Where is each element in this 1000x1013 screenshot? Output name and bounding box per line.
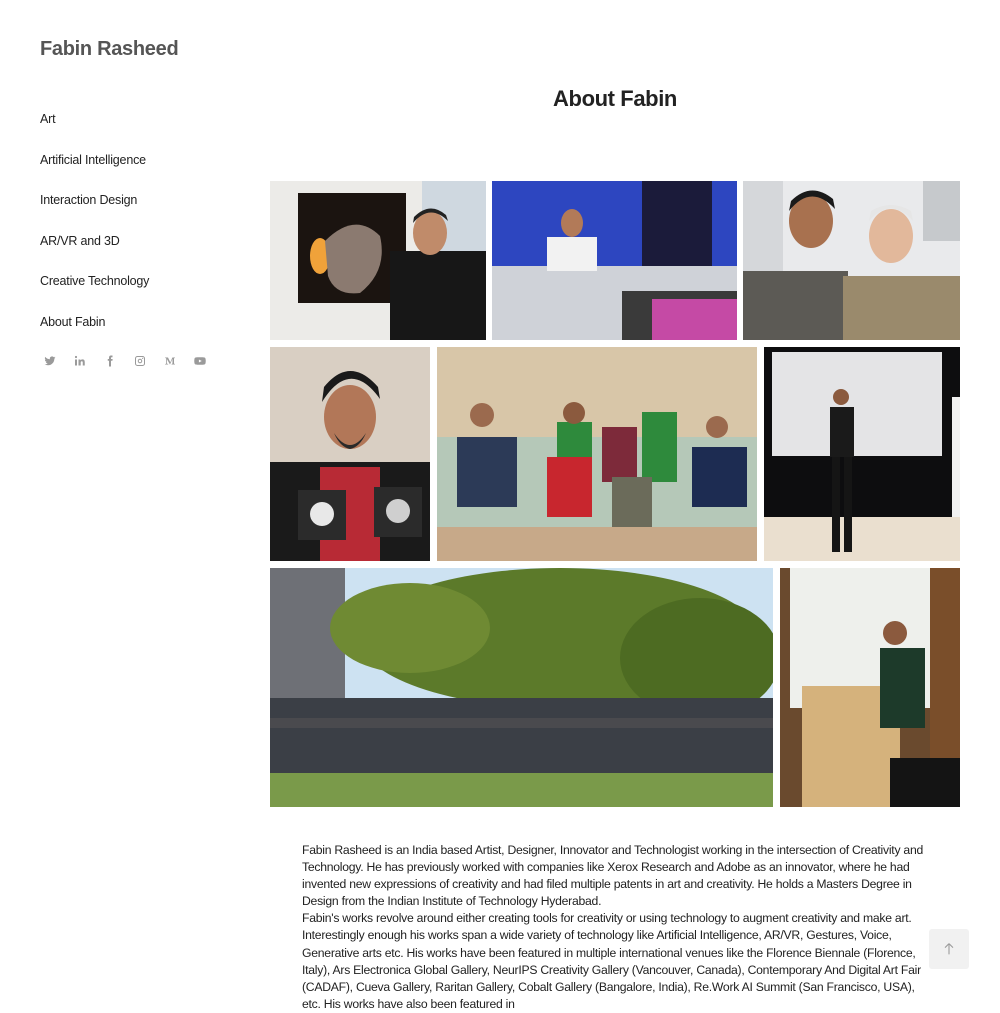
podium-presentation-photo: [780, 568, 960, 807]
stage-talk-adobe-photo: [492, 181, 737, 340]
scroll-to-top-button[interactable]: [929, 929, 969, 969]
site-title[interactable]: Fabin Rasheed: [40, 38, 179, 60]
nav-item-creative-technology[interactable]: Creative Technology: [40, 274, 150, 289]
arrow-up-icon: [941, 941, 957, 957]
instagram-icon[interactable]: [134, 353, 164, 369]
page-title: About Fabin: [553, 86, 677, 111]
medium-icon[interactable]: [164, 353, 194, 369]
facebook-icon[interactable]: [104, 353, 134, 369]
nav-item-about-fabin[interactable]: About Fabin: [40, 314, 106, 329]
two-men-portrait-photo: [743, 181, 960, 340]
bio-paragraph-1: Fabin Rasheed is an India based Artist, Designer, Innovator and Technologist working in the intersection of Creativity and Technology. He has previously worked with companies like Xerox Research and Adobe as an innovator, where he had invented new expressions of creativity and had filed multiple patents in art and creativity. He holds a Masters Degree in Design from the Indian Institute of Technology Hyderabad.: [302, 843, 924, 909]
group-with-children-photo: [437, 347, 757, 561]
nav-item-art[interactable]: Art: [40, 112, 56, 126]
artwork-portrait-photo: [270, 181, 486, 340]
main-nav: [40, 112, 149, 356]
nav-item-interaction-design[interactable]: Interaction Design: [40, 193, 138, 208]
holding-badges-photo: [270, 347, 430, 561]
nav-item-ar-vr-3d[interactable]: AR/VR and 3D: [40, 233, 120, 248]
social-links: [44, 353, 224, 369]
twitter-icon[interactable]: [44, 353, 74, 369]
bio-text: [302, 842, 930, 1013]
sidebar: [40, 38, 240, 329]
presentation-screen-photo: [764, 347, 960, 561]
large-group-outdoor-photo: [270, 568, 773, 807]
nav-item-artificial-intelligence[interactable]: Artificial Intelligence: [40, 152, 146, 167]
youtube-icon[interactable]: [194, 353, 224, 369]
linkedin-icon[interactable]: [74, 353, 104, 369]
bio-paragraph-2: Fabin's works revolve around either creating tools for creativity or using technology to augment creativity and make art. Interestingly enough his works span a wide variety of technology like Artificial Intelligence, AR/VR, Gestures, Voice, Generative arts etc. His works have been featured in multiple international venues like the Florence Biennale (Florence, Italy), Ars Electronica Global Gallery, NeurIPS Creativity Gallery (Vancouver, Canada), Contemporary And Digital Art Fair (CADAF), Cueva Gallery, Raritan Gallery, Cobalt Gallery (Bangalore, India), Re.Work AI Summit (San Francisco, USA), etc. His works have also been featured in: [302, 911, 921, 1011]
